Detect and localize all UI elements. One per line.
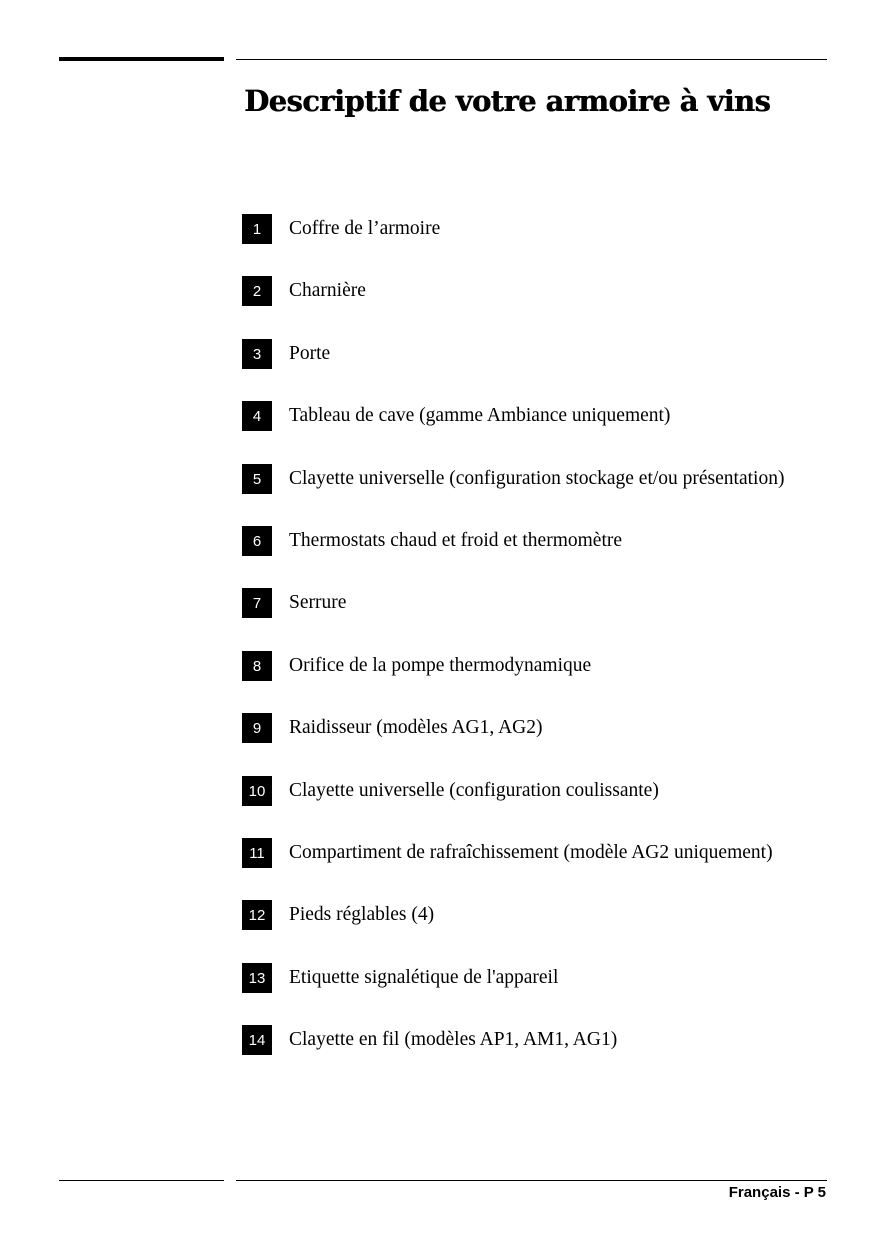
page-title: Descriptif de votre armoire à vins	[244, 84, 771, 118]
item-label: Porte	[289, 342, 331, 364]
item-label: Coffre de l’armoire	[289, 218, 441, 239]
item-label: Raidisseur (modèles AG1, AG2)	[289, 717, 543, 739]
item-number-badge: 4	[242, 401, 272, 431]
item-label: Clayette universelle (configuration stockage et/ou présentation)	[289, 467, 785, 489]
item-number-badge: 14	[242, 1025, 272, 1055]
item-number-badge: 9	[242, 713, 272, 743]
item-label: Thermostats chaud et froid et thermomètre	[289, 529, 623, 551]
footer-rule-left	[59, 1180, 224, 1181]
item-label: Compartiment de rafraîchissement (modèle AG2 uniquement)	[289, 841, 773, 863]
item-number-badge: 11	[242, 838, 272, 868]
item-number-badge: 3	[242, 339, 272, 369]
item-label: Serrure	[289, 592, 347, 614]
item-number-badge: 13	[242, 963, 272, 993]
item-number-badge: 5	[242, 464, 272, 494]
item-number-badge: 6	[242, 526, 272, 556]
item-label: Clayette en fil (modèles AP1, AM1, AG1)	[289, 1029, 618, 1051]
item-label: Etiquette signalétique de l'appareil	[289, 966, 559, 988]
footer-rule-right	[236, 1180, 827, 1181]
item-number-badge: 1	[242, 214, 272, 244]
page-footer-label: Français - P 5	[728, 1184, 826, 1201]
header-rule-left	[59, 57, 224, 61]
item-label: Clayette universelle (configuration coulissante)	[289, 779, 659, 801]
item-number-badge: 10	[242, 776, 272, 806]
header-rule-right	[236, 59, 827, 60]
item-label: Orifice de la pompe thermodynamique	[289, 654, 592, 676]
item-label: Pieds réglables (4)	[289, 904, 435, 926]
item-number-badge: 7	[242, 588, 272, 618]
item-number-badge: 2	[242, 276, 272, 306]
item-number-badge: 8	[242, 651, 272, 681]
item-label: Tableau de cave (gamme Ambiance uniquement)	[289, 405, 671, 427]
item-label: Charnière	[289, 280, 366, 302]
item-number-badge: 12	[242, 900, 272, 930]
